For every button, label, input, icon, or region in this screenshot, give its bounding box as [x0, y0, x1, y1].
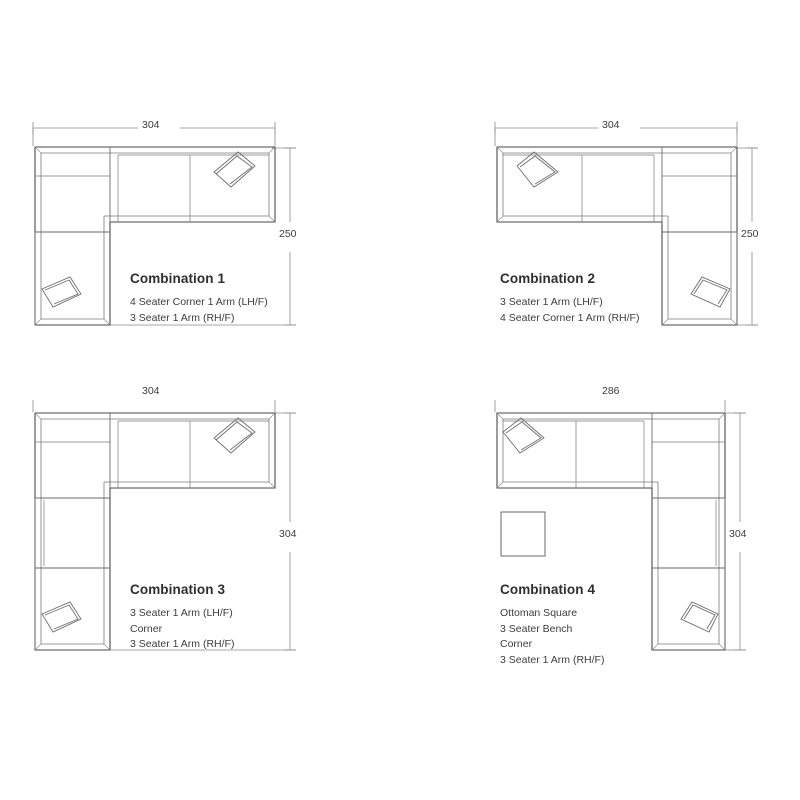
part-name: Corner: [500, 638, 533, 650]
depth-dimension-value: 304: [729, 528, 747, 540]
part-name: 3 Seater 1 Arm (LH/F): [130, 607, 233, 619]
part-name: 3 Seater 1 Arm (LH/F): [500, 296, 603, 308]
combination-2-label-block: [500, 271, 639, 326]
combination-title: Combination 1: [130, 271, 226, 286]
pillow-icon: [517, 152, 558, 187]
part-name: Corner: [130, 622, 163, 635]
part-name: Ottoman Square: [500, 607, 578, 619]
width-dimension-line: [33, 400, 275, 412]
part-name: 4 Seater Corner 1 Arm (LH/F): [130, 296, 268, 308]
part-name: 4 Seater Corner 1 Arm (RH/F): [500, 311, 640, 324]
depth-dimension-value: 250: [279, 228, 297, 240]
part-name: 3 Seater 1 Arm (RH/F): [130, 638, 235, 650]
combination-title: Combination 3: [130, 582, 226, 597]
combination-2-panel: [400, 0, 800, 400]
pillow-icon: [42, 277, 81, 307]
pillow-icon: [42, 602, 81, 632]
combination-title: Combination 2: [500, 271, 596, 286]
combination-2-drawing: [400, 0, 800, 400]
width-dimension-line: [495, 400, 725, 412]
combination-1-drawing: [0, 0, 400, 400]
pillow-icon: [691, 277, 730, 307]
combination-3-label-block: [130, 582, 234, 653]
width-dimension-value: 286: [602, 385, 620, 397]
combination-title: Combination 4: [500, 582, 596, 597]
pillow-icon: [214, 418, 255, 453]
depth-dimension-value: 250: [741, 228, 759, 240]
width-dimension-value: 304: [142, 119, 160, 131]
width-dimension-value: 304: [602, 119, 620, 131]
pillow-icon: [503, 418, 544, 453]
combination-4-panel: [400, 385, 800, 800]
combination-1-panel: [0, 0, 400, 400]
combination-3-panel: [0, 385, 400, 800]
part-name: 3 Seater 1 Arm (RH/F): [130, 311, 235, 324]
depth-dimension-value: 304: [279, 528, 297, 540]
width-dimension-value: 304: [142, 385, 160, 397]
pillow-icon: [214, 152, 255, 187]
combination-4-label-block: [500, 582, 604, 668]
part-name: 3 Seater Bench: [500, 622, 573, 635]
part-name: 3 Seater 1 Arm (RH/F): [500, 653, 605, 666]
combination-1-label-block: [130, 271, 268, 326]
pillow-icon: [681, 602, 718, 632]
ottoman-square-icon: [501, 512, 545, 556]
